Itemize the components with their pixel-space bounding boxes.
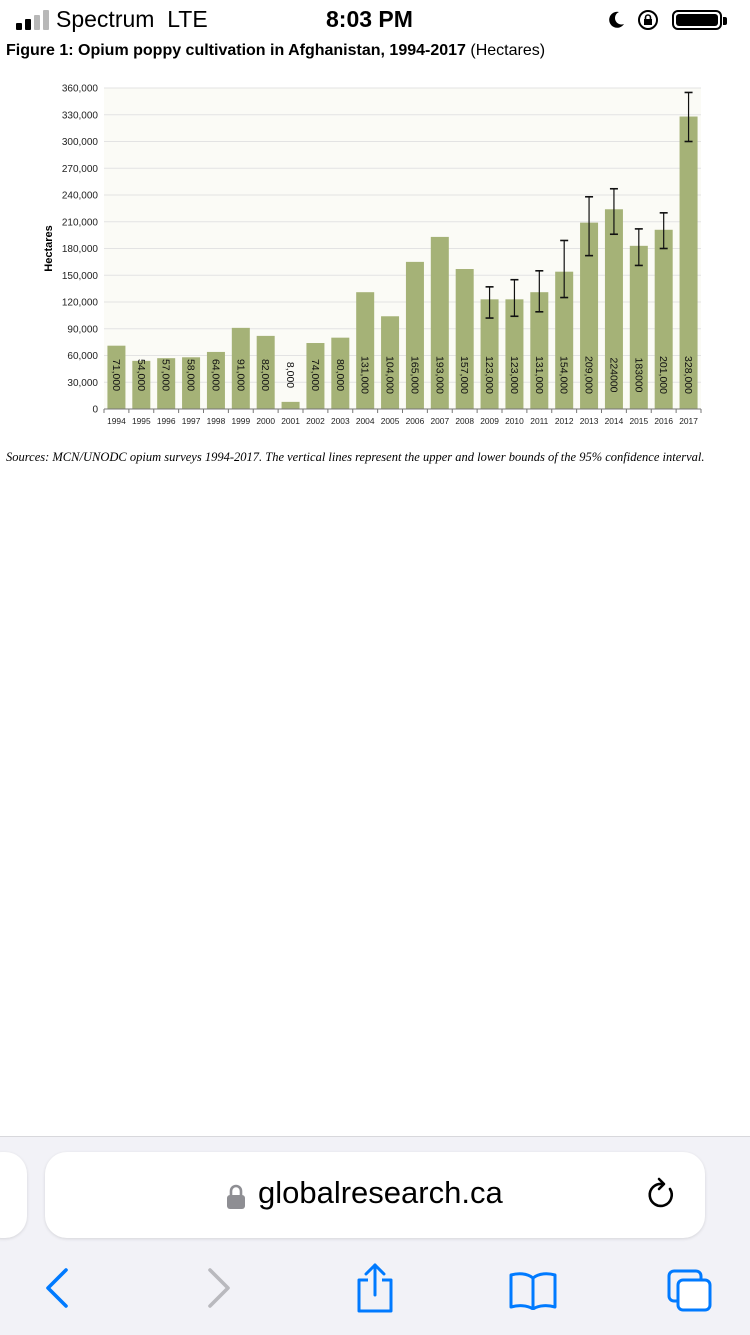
lock-icon <box>225 1184 247 1210</box>
x-tick-label: 2010 <box>505 416 524 426</box>
source-note: Sources: MCN/UNODC opium surveys 1994-2017. The vertical lines represent the upper and lower bounds of the 95% confidence interval. <box>6 450 705 464</box>
data-label: 209,000 <box>582 356 595 394</box>
back-icon <box>42 1266 74 1310</box>
data-label: 157,000 <box>458 356 471 394</box>
data-label: 165,000 <box>408 356 421 394</box>
data-label: 58,000 <box>184 358 197 392</box>
reload-icon[interactable] <box>645 1177 679 1213</box>
data-label: 201,000 <box>657 356 670 394</box>
x-tick-label: 2008 <box>455 416 475 426</box>
x-tick-label: 2017 <box>679 416 698 426</box>
x-tick-label: 2011 <box>530 416 549 426</box>
data-label: 123,000 <box>483 356 496 394</box>
x-tick-label: 1996 <box>156 416 176 426</box>
bar <box>282 402 300 409</box>
address-bar[interactable] <box>45 1152 705 1238</box>
y-tick-label: 240,000 <box>61 190 98 202</box>
chart-svg <box>0 70 750 440</box>
x-tick-label: 2013 <box>579 416 599 426</box>
y-tick-label: 360,000 <box>61 83 98 95</box>
x-tick-label: 1994 <box>107 416 126 426</box>
network-type: LTE <box>167 6 208 32</box>
data-label: 154,000 <box>557 356 570 394</box>
data-label: 57,000 <box>159 358 172 392</box>
x-tick-label: 2015 <box>629 416 649 426</box>
status-icons <box>606 8 736 32</box>
url-text[interactable]: globalresearch.ca <box>258 1175 503 1210</box>
y-tick-label: 0 <box>92 404 98 416</box>
data-label: 8,000 <box>284 361 297 389</box>
y-tick-label: 270,000 <box>61 163 98 175</box>
data-label: 183000 <box>632 357 645 393</box>
x-tick-label: 2003 <box>330 416 350 426</box>
y-tick-label: 90,000 <box>67 324 98 336</box>
carrier-label <box>56 6 208 33</box>
x-tick-label: 2004 <box>355 416 375 426</box>
bookmarks-icon <box>508 1270 558 1310</box>
share-icon <box>354 1262 396 1314</box>
y-tick-label: 330,000 <box>61 110 98 122</box>
y-tick-label: 30,000 <box>67 377 98 389</box>
x-tick-label: 2006 <box>405 416 425 426</box>
y-tick-label: 60,000 <box>67 351 98 362</box>
x-tick-label: 1995 <box>131 416 151 426</box>
data-label: 193,000 <box>433 356 446 394</box>
data-label: 131,000 <box>532 356 545 394</box>
data-label: 123,000 <box>507 356 520 394</box>
x-tick-label: 2012 <box>554 416 574 426</box>
figure-title <box>6 42 545 60</box>
data-label: 131,000 <box>358 356 371 394</box>
data-label: 64,000 <box>209 358 222 392</box>
cellular-signal-icon <box>16 10 50 30</box>
x-tick-label: 2005 <box>380 416 400 426</box>
battery-icon <box>672 10 722 30</box>
x-tick-label: 2002 <box>306 416 325 426</box>
x-tick-label: 2016 <box>654 416 674 426</box>
data-label: 328,000 <box>682 356 695 394</box>
x-tick-label: 2014 <box>604 416 624 426</box>
figure-title-unit: (Hectares) <box>470 42 546 59</box>
y-tick-label: 210,000 <box>61 217 98 229</box>
x-tick-label: 2007 <box>430 416 450 426</box>
carrier-name: Spectrum <box>56 6 155 32</box>
data-label: 91,000 <box>234 358 247 392</box>
y-axis-label: Hectares <box>43 225 55 272</box>
x-tick-label: 2000 <box>256 416 276 426</box>
status-bar <box>0 0 750 40</box>
figure-title-text: Figure 1: Opium poppy cultivation in Afghanistan, 1994-2017 <box>6 42 466 59</box>
x-tick-label: 1998 <box>206 416 226 426</box>
data-label: 104,000 <box>383 356 396 394</box>
data-label: 74,000 <box>308 358 321 392</box>
data-label: 71,000 <box>109 358 122 392</box>
x-tick-label: 2009 <box>480 416 499 426</box>
data-label: 82,000 <box>259 358 272 392</box>
status-time: 8:03 PM <box>326 6 413 32</box>
previous-tab-preview[interactable] <box>0 1152 27 1238</box>
y-tick-label: 150,000 <box>61 270 98 282</box>
forward-button[interactable] <box>202 1266 234 1310</box>
y-tick-label: 180,000 <box>61 244 98 255</box>
tabs-icon <box>666 1268 714 1314</box>
data-label: 224000 <box>607 357 620 393</box>
y-tick-label: 120,000 <box>61 297 98 309</box>
share-button[interactable] <box>354 1262 396 1314</box>
moon-icon <box>606 10 626 30</box>
data-label: 54,000 <box>134 358 147 392</box>
rotation-lock-icon <box>636 9 660 31</box>
forward-icon <box>202 1266 234 1310</box>
x-tick-label: 1999 <box>231 416 251 426</box>
tabs-button[interactable] <box>666 1268 714 1314</box>
back-button[interactable] <box>42 1266 74 1310</box>
bookmarks-button[interactable] <box>508 1270 558 1310</box>
y-tick-label: 300,000 <box>61 137 98 148</box>
x-tick-label: 2001 <box>281 416 300 426</box>
x-tick-label: 1997 <box>181 416 201 426</box>
bar-chart <box>0 70 750 440</box>
data-label: 80,000 <box>333 358 346 392</box>
